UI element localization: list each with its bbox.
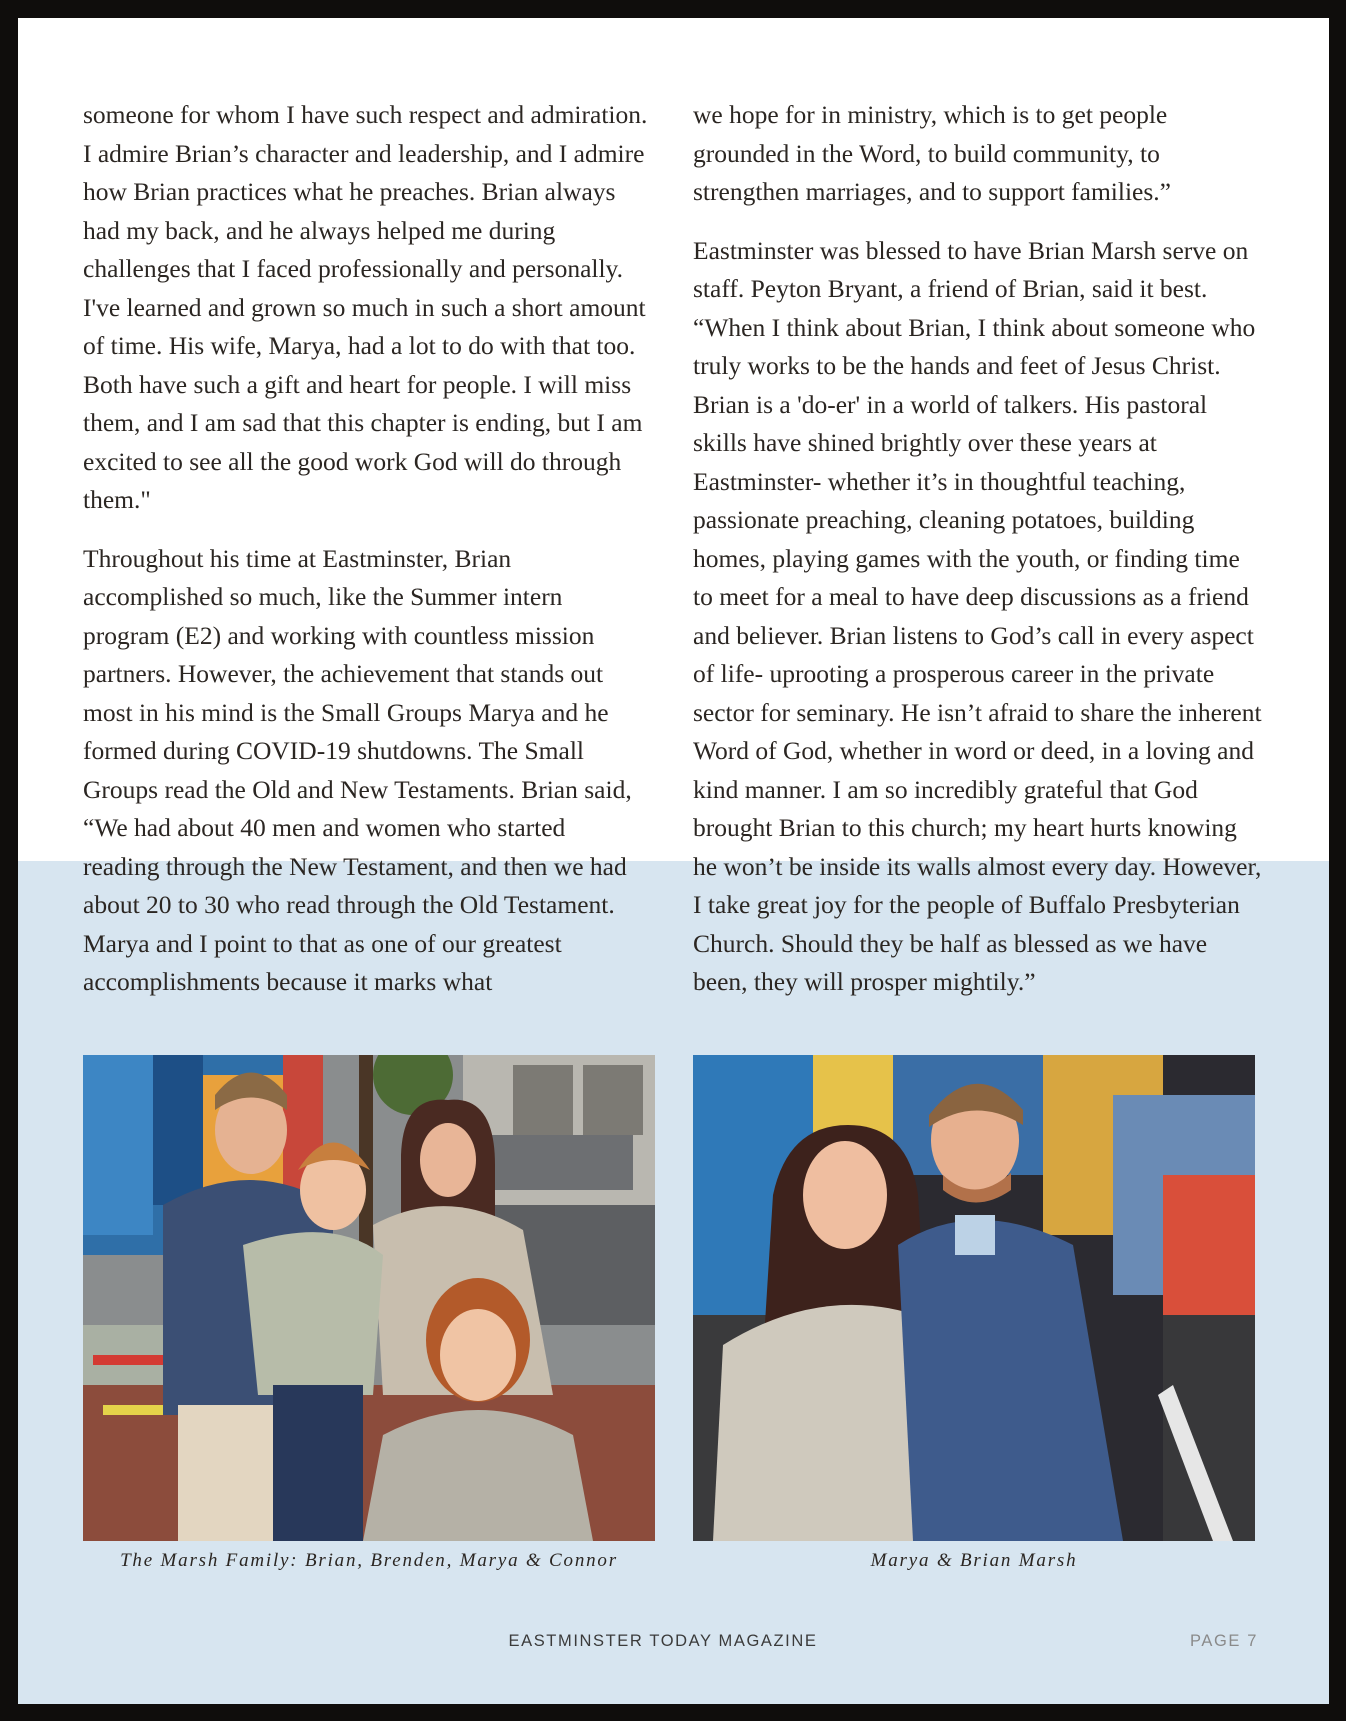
article-right-column (693, 96, 1263, 1022)
magazine-page (18, 18, 1329, 1704)
family-photo-illustration (83, 1055, 655, 1541)
couple-photo-caption: Marya & Brian Marsh (870, 1550, 1078, 1571)
article-paragraph: we hope for in ministry, which is to get people grounded in the Word, to build community, to strengthen marriages, and to support families.” (693, 100, 1171, 206)
page-number: PAGE 7 (1190, 1632, 1258, 1650)
article-left-column (83, 96, 648, 1022)
family-photo (83, 1055, 655, 1541)
couple-photo-illustration (693, 1055, 1255, 1541)
article-paragraph: Throughout his time at Eastminster, Brian accomplished so much, like the Summer intern program (E2) and working with countless mission partners. However, the achievement that stands out most in his mind is the Small Groups Marya and he formed during COVID-19 shutdowns. The Small Groups read the Old and New Testaments. Brian said, “We had about 40 men and women who started reading through the New Testament, and then we had about 20 to 30 who read through the Old Testament. Marya and I point to that as one of our greatest accomplishments because it marks what (83, 543, 632, 996)
article-paragraph: someone for whom I have such respect and admiration. I admire Brian’s character and leadership, and I admire how Brian practices what he preaches. Brian always had my back, and he always helped me during challenges that I faced professionally and personally. I've learned and grown so much in such a short amount of time. His wife, Marya, had a lot to do with that too. Both have such a gift and heart for people. I will miss them, and I am sad that this chapter is ending, but I am excited to see all the good work God will do through them." (83, 100, 648, 514)
couple-photo (693, 1055, 1255, 1541)
magazine-title: EASTMINSTER TODAY MAGAZINE (508, 1632, 818, 1650)
article-paragraph: Eastminster was blessed to have Brian Marsh serve on staff. Peyton Bryant, a friend of Brian, said it best. “When I think about Brian, I think about someone who truly works to be the hands and feet of Jesus Christ. Brian is a 'do-er' in a world of talkers. His pastoral skills have shined brightly over these years at Eastminster- whether it’s in thoughtful teaching, passionate preaching, cleaning potatoes, building homes, playing games with the youth, or finding time to meet for a meal to have deep discussions as a friend and believer. Brian listens to God’s call in every aspect of life- uprooting a prosperous career in the private sector for seminary. He isn’t afraid to share the inherent Word of God, whether in word or deed, in a loving and kind manner. I am so incredibly grateful that God brought Brian to this church; my heart hurts knowing he won’t be inside its walls almost every day. However, I take great joy for the people of Buffalo Presbyterian Church. Should they be half as blessed as we have been, they will prosper mightily.” (693, 235, 1262, 996)
family-photo-caption: The Marsh Family: Brian, Brenden, Marya & Connor (120, 1550, 618, 1571)
